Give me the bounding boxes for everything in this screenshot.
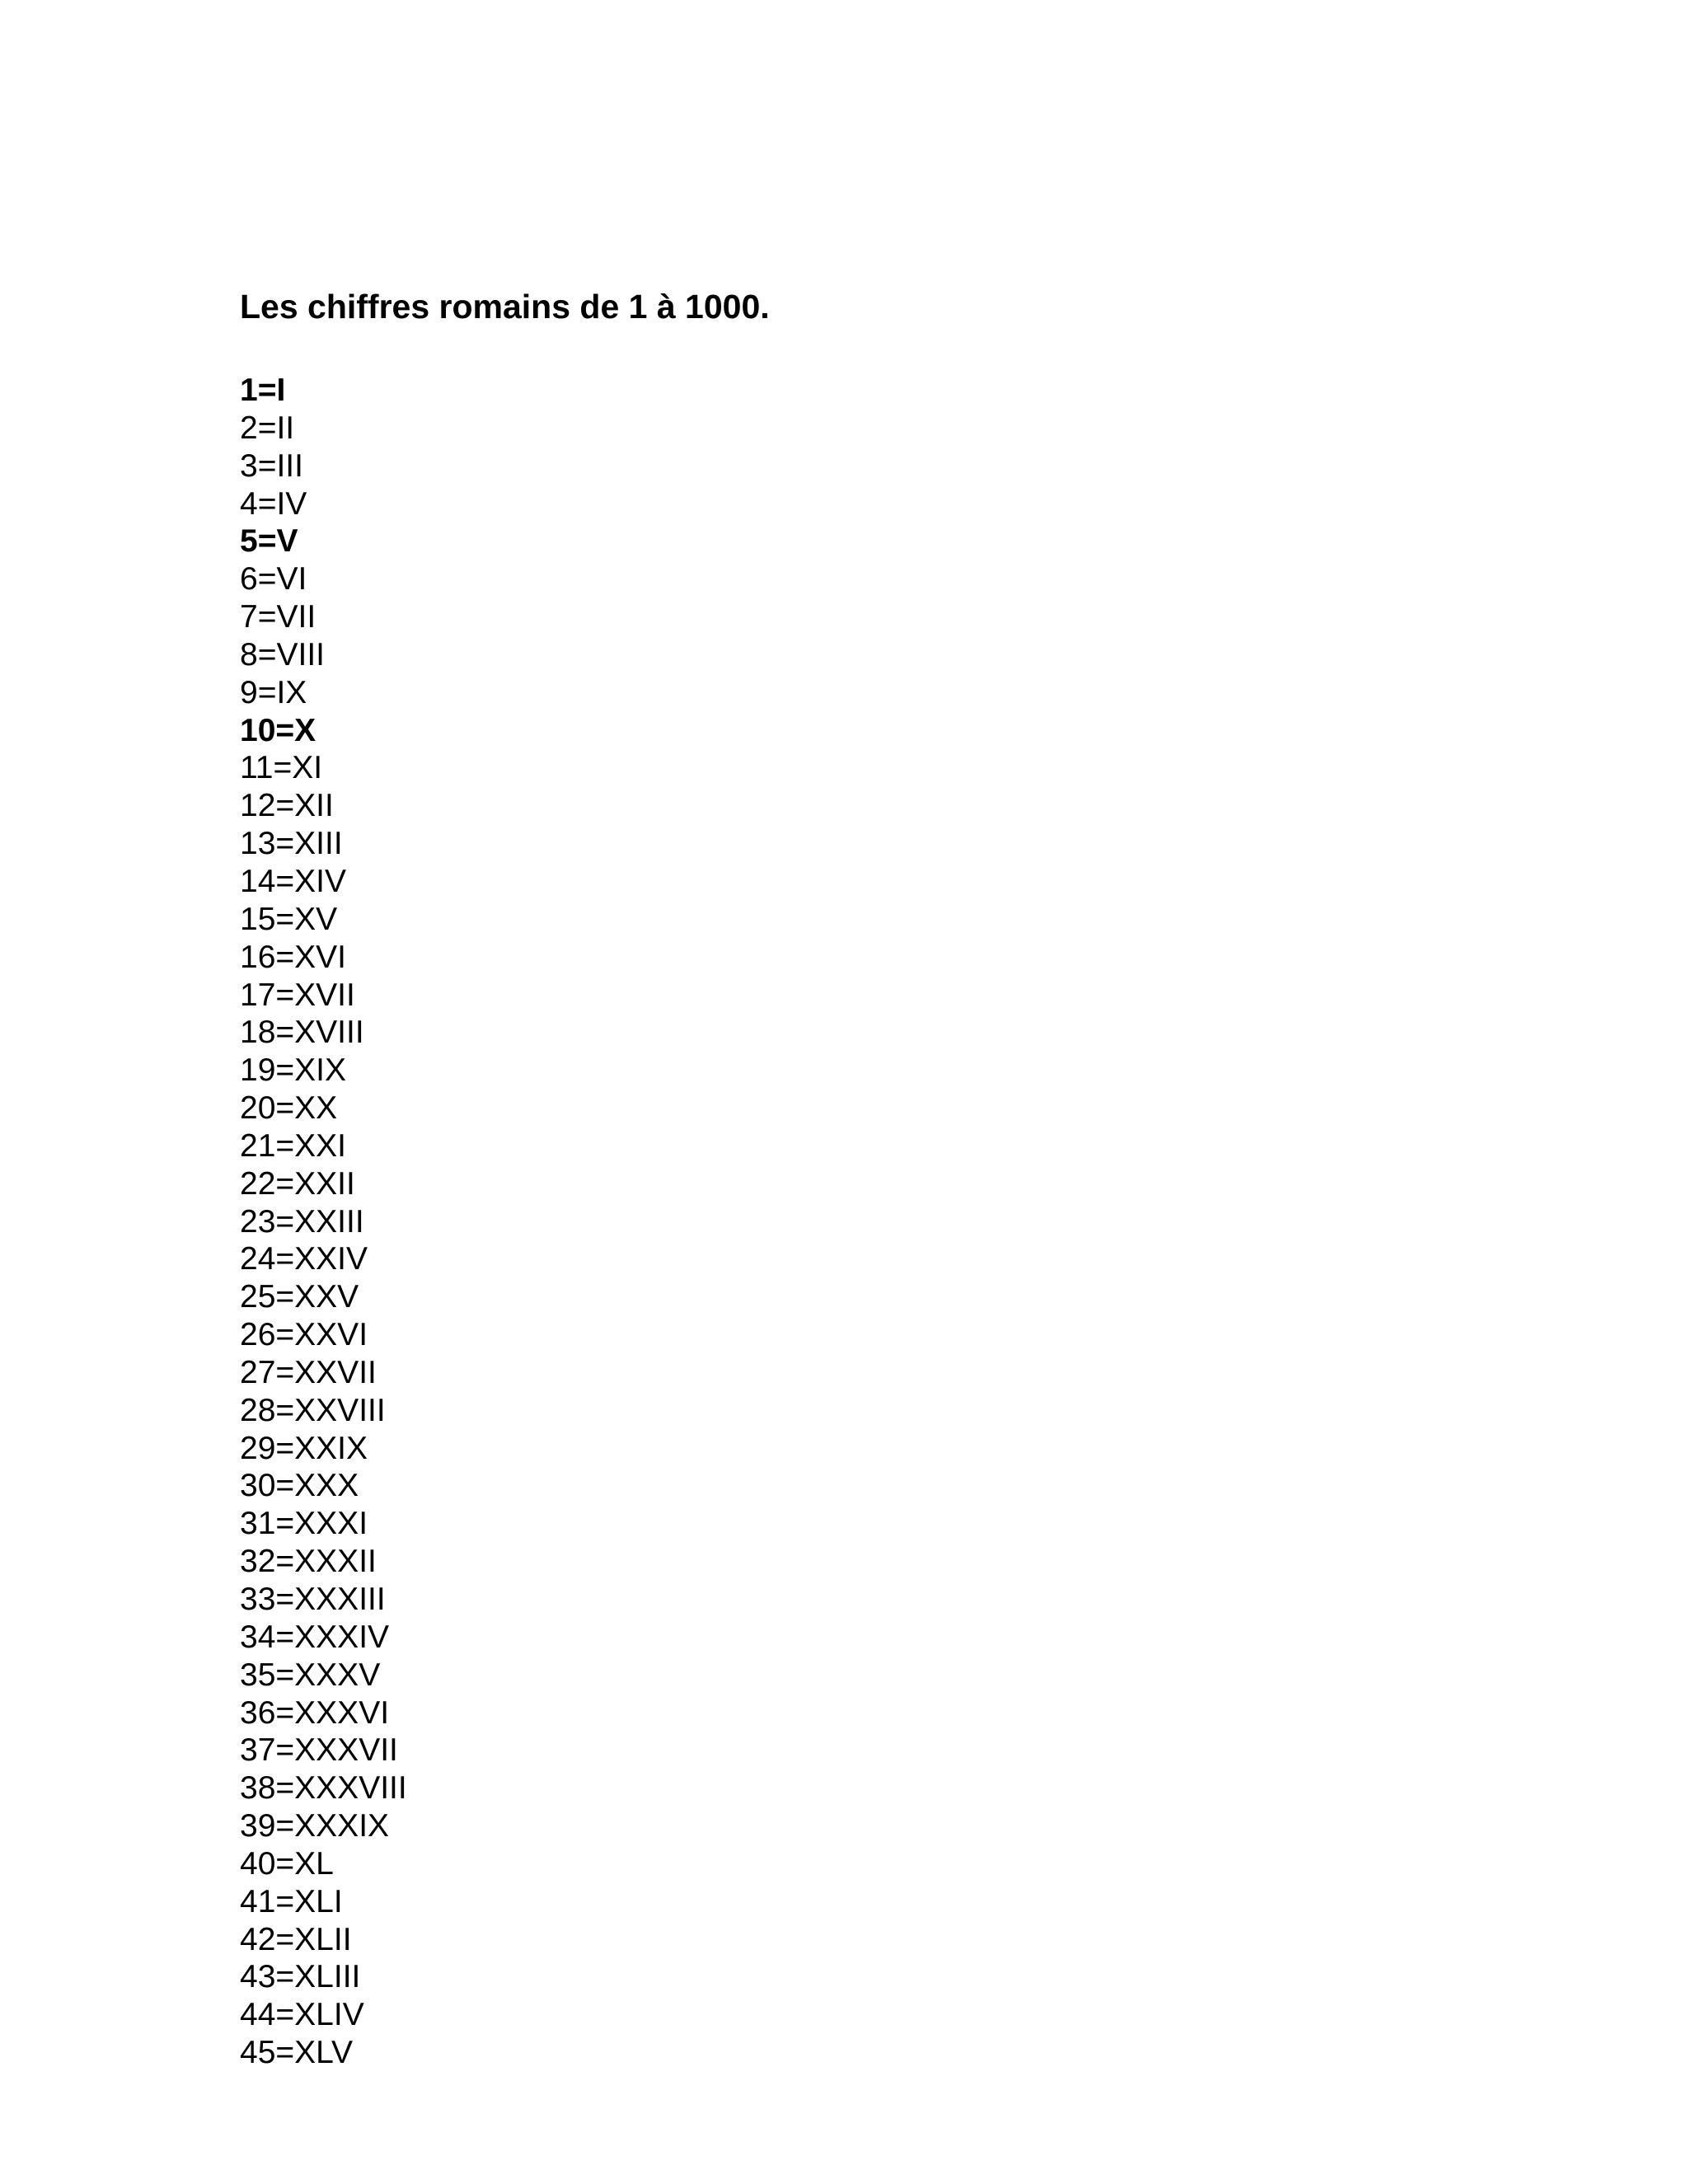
numeral-entry: 28=XXVIII — [240, 1392, 386, 1428]
numeral-entry: 6=VI — [240, 561, 307, 598]
numeral-entry: 40=XL — [240, 1845, 334, 1882]
numeral-entry: 19=XIX — [240, 1052, 347, 1089]
numeral-entry: 17=XVII — [240, 977, 355, 1013]
numeral-entry: 27=XXVII — [240, 1354, 377, 1390]
numeral-entry: 39=XXXIX — [240, 1808, 390, 1844]
numeral-entry: 4=IV — [240, 485, 307, 522]
numeral-entry: 42=XLII — [240, 1921, 352, 1957]
numeral-entry: 32=XXXII — [240, 1544, 377, 1580]
numeral-entry: 29=XXIX — [240, 1430, 368, 1466]
numeral-entry: 31=XXXI — [240, 1506, 368, 1542]
numeral-entry: 26=XXVI — [240, 1317, 368, 1353]
numeral-entry: 10=X — [240, 712, 316, 748]
numeral-entry: 12=XII — [240, 788, 334, 824]
numeral-entry: 36=XXXVI — [240, 1694, 390, 1731]
numeral-entry: 33=XXXIII — [240, 1582, 386, 1617]
numeral-entry: 16=XVI — [240, 939, 347, 975]
page-title: Les chiffres romains de 1 à 1000. — [240, 288, 770, 326]
numeral-entry: 44=XLIV — [240, 1997, 364, 2033]
numeral-entry: 20=XX — [240, 1090, 338, 1127]
numeral-entry: 25=XXV — [240, 1279, 359, 1315]
numeral-entry: 3=III — [240, 448, 303, 484]
numeral-entry: 38=XXXVIII — [240, 1770, 407, 1807]
numeral-entry: 15=XV — [240, 901, 338, 937]
numeral-entry: 23=XXIII — [240, 1203, 364, 1240]
numeral-entry: 34=XXXIV — [240, 1619, 390, 1655]
numeral-entry: 1=I — [240, 373, 286, 408]
numeral-entry: 2=II — [240, 410, 295, 446]
numeral-entry: 14=XIV — [240, 863, 347, 899]
numeral-entry: 7=VII — [240, 599, 316, 635]
numeral-entry: 22=XXII — [240, 1165, 355, 1202]
numeral-entry: 45=XLV — [240, 2035, 353, 2071]
numeral-entry: 8=VIII — [240, 636, 325, 673]
numeral-entry: 13=XIII — [240, 826, 343, 862]
numeral-entry: 9=IX — [240, 674, 307, 710]
numeral-entry: 21=XXI — [240, 1127, 347, 1164]
numeral-entry: 30=XXX — [240, 1468, 359, 1504]
numeral-entry: 37=XXXVII — [240, 1732, 398, 1769]
numeral-entry: 43=XLIII — [240, 1959, 361, 1995]
numeral-entry: 18=XVIII — [240, 1015, 364, 1051]
numeral-entry: 11=XI — [240, 750, 323, 786]
numeral-entry: 24=XXIV — [240, 1241, 368, 1277]
roman-numeral-list — [240, 372, 407, 2072]
numeral-entry: 5=V — [240, 523, 298, 560]
numeral-entry: 35=XXXV — [240, 1657, 381, 1693]
numeral-entry: 41=XLI — [240, 1883, 343, 1919]
